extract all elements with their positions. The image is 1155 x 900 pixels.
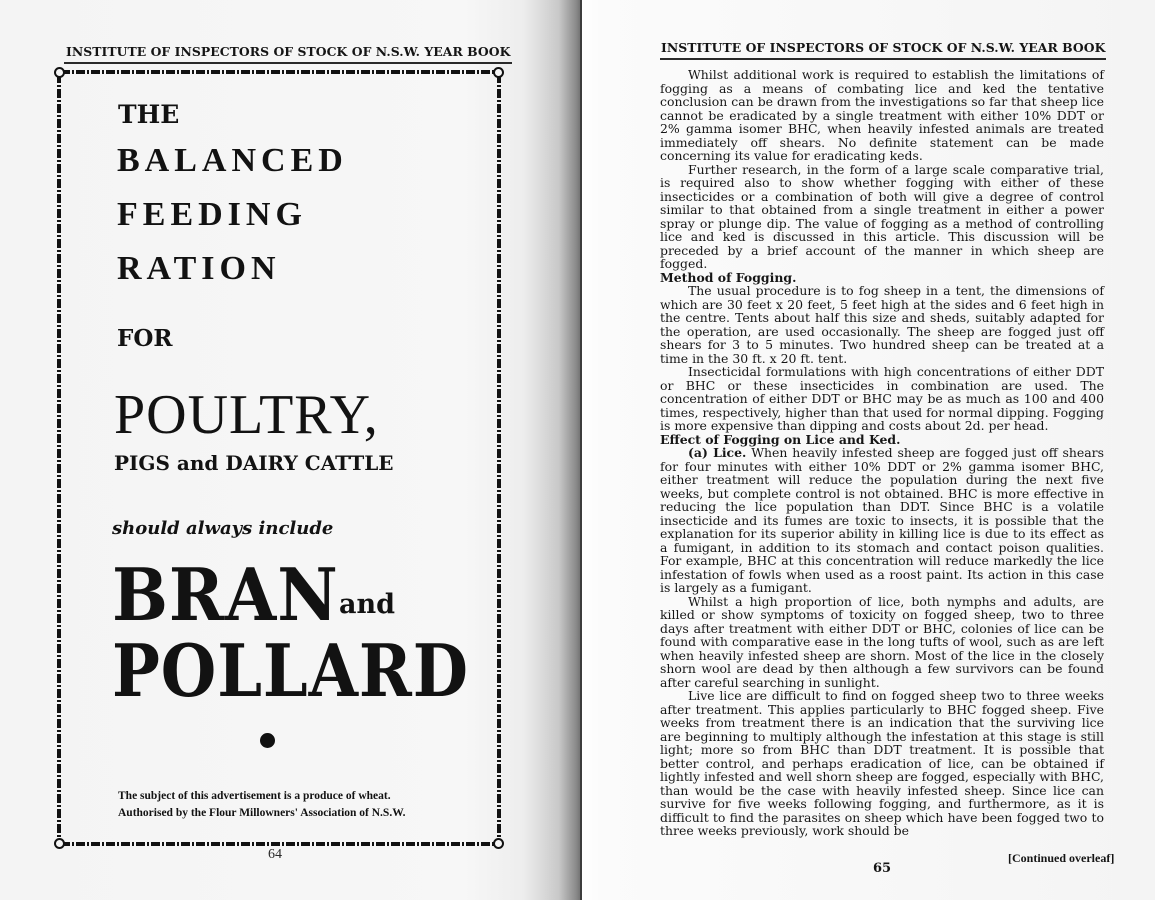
paragraph: Live lice are difficult to find on fogged sheep two to three weeks after treatment. This applies particularly to BHC fogged sheep. Five weeks from treatment there is an indication that the surviving lice are beginning to multiply although the infestation at this stage is still light; more so from BHC than DDT treatment. It is possible that better control, and perhaps eradication of lice, can be obtained if lightly infested and well shorn sheep are fogged, especially with BHC, than would be the case with heavily infested sheep. Since lice can survive for five weeks following fogging, and furthermore, as it is difficult to find the parasites on sheep which have been fogged two to three weeks previously, work should be: [660, 688, 1104, 838]
page-number: 65: [873, 861, 892, 876]
ad-line-pollard: POLLARD: [112, 628, 469, 713]
border-left: [57, 74, 61, 842]
paragraph: Whilst additional work is required to establish the limitations of fogging as a means of combating lice and ked the tentative conclusion can be drawn from the investigations so far that sheep lice cannot be eradicated by a single treatment with either 10% DDT or 2% gamma isomer BHC, when heavily infested animals are treated immediately off shears. No definite statement can be made concerning its value for eradicating keds.: [660, 67, 1104, 163]
ad-line-the: THE: [118, 100, 180, 129]
run-in-heading: (a) Lice.: [688, 445, 747, 460]
paragraph-text: When heavily infested sheep are fogged just off shears for four minutes with either 10% DDT or 2% gamma isomer BHC, either treatment will reduce the population during the next five weeks, but complete control is not obtained. BHC is more effective in reducing the lice population than DDT. Since BHC is a volatile insecticide and its fumes are toxic to insects, it is possible that the explanation for its superior ability in killing lice is due to its effect as a fumigant, in addition to its stomach and contact poison qualities. For example, BHC at this concentration will reduce markedly the lice infestation of fowls when used as a roost paint. Its action in this case is largely as a fumigant.: [660, 445, 1104, 595]
paragraph: [660, 446, 1104, 595]
continued-note: [Continued overleaf]: [1008, 851, 1115, 865]
border-right: [497, 74, 501, 842]
ad-word-dairy-cattle: DAIRY CATTLE: [225, 451, 394, 475]
ad-line-bran: BRAN: [112, 552, 339, 637]
paragraph: Further research, in the form of a large scale comparative trial, is required also to show whether fogging with either of these insecticides or a combination of both will give a degree of control similar to that obtained from a single treatment in either a power spray or plunge dip. The value of fogging as a method of controlling lice and ked is discussed in this article. This discussion will be preceded by a brief account of the manner in which sheep are fogged.: [660, 161, 1104, 271]
ad-word-and: and: [176, 451, 219, 475]
paragraph: Whilst a high proportion of lice, both nymphs and adults, are killed or show symptoms of toxicity on fogged sheep, two to three days after treatment with either DDT or BHC, colonies of lice can be found with comparative ease in the long tufts of wool, such as are left when heavily infested sheep are shorn. Most of the lice in the closely shorn wool are dead by then although a few survivors can be found after careful searching in sunlight.: [660, 593, 1104, 690]
ad-word-pigs: PIGS: [114, 451, 170, 475]
corner-ornament-icon: [54, 67, 65, 78]
border-bottom: [61, 842, 497, 846]
ad-line-balanced: BALANCED: [117, 142, 348, 179]
header-rule: [64, 62, 512, 64]
border-top: [61, 70, 497, 74]
corner-ornament-icon: [493, 67, 504, 78]
ad-line-should-include: should always include: [112, 518, 334, 539]
header-rule: [660, 58, 1106, 60]
ad-line-pigs-dairy-cattle: [114, 451, 394, 475]
ad-line-and: and: [339, 589, 396, 620]
running-head: INSTITUTE OF INSPECTORS OF STOCK OF N.S.W. YEAR BOOK: [66, 44, 511, 59]
running-head: INSTITUTE OF INSPECTORS OF STOCK OF N.S.W. YEAR BOOK: [661, 40, 1106, 55]
corner-ornament-icon: [54, 838, 65, 849]
paragraph: Insecticidal formulations with high concentrations of either DDT or BHC or these insecticides in combination are used. The concentration of either DDT or BHC may be as much as 100 and 400 times, respectively, higher than that used for normal dipping. Fogging is more expensive than dipping and costs about 2d. per head.: [660, 364, 1104, 433]
corner-ornament-icon: [493, 838, 504, 849]
page-number: 64: [268, 847, 282, 862]
ad-line-feeding: FEEDING: [117, 196, 307, 233]
paragraph: The usual procedure is to fog sheep in a tent, the dimensions of which are 30 feet x 20 feet, 5 feet high at the sides and 6 feet high in the centre. Tents about half this size and sheds, suitably adapted for the operation, are used occasionally. The sheep are fogged just off shears for 3 to 5 minutes. Two hundred sheep can be treated at a time in the 30 ft. x 20 ft. tent.: [660, 283, 1104, 366]
section-heading: Effect of Fogging on Lice and Ked.: [660, 431, 901, 447]
ad-footnote-2: Authorised by the Flour Millowners' Association of N.S.W.: [118, 807, 406, 819]
article-body: [660, 68, 1104, 838]
ad-line-poultry: POULTRY,: [114, 384, 379, 446]
section-heading: Method of Fogging.: [660, 269, 797, 285]
bullet-dot-icon: [260, 733, 275, 748]
ad-line-ration: RATION: [117, 250, 281, 287]
ad-line-for: FOR: [117, 325, 173, 352]
ad-footnote-1: The subject of this advertisement is a produce of wheat.: [118, 790, 391, 802]
